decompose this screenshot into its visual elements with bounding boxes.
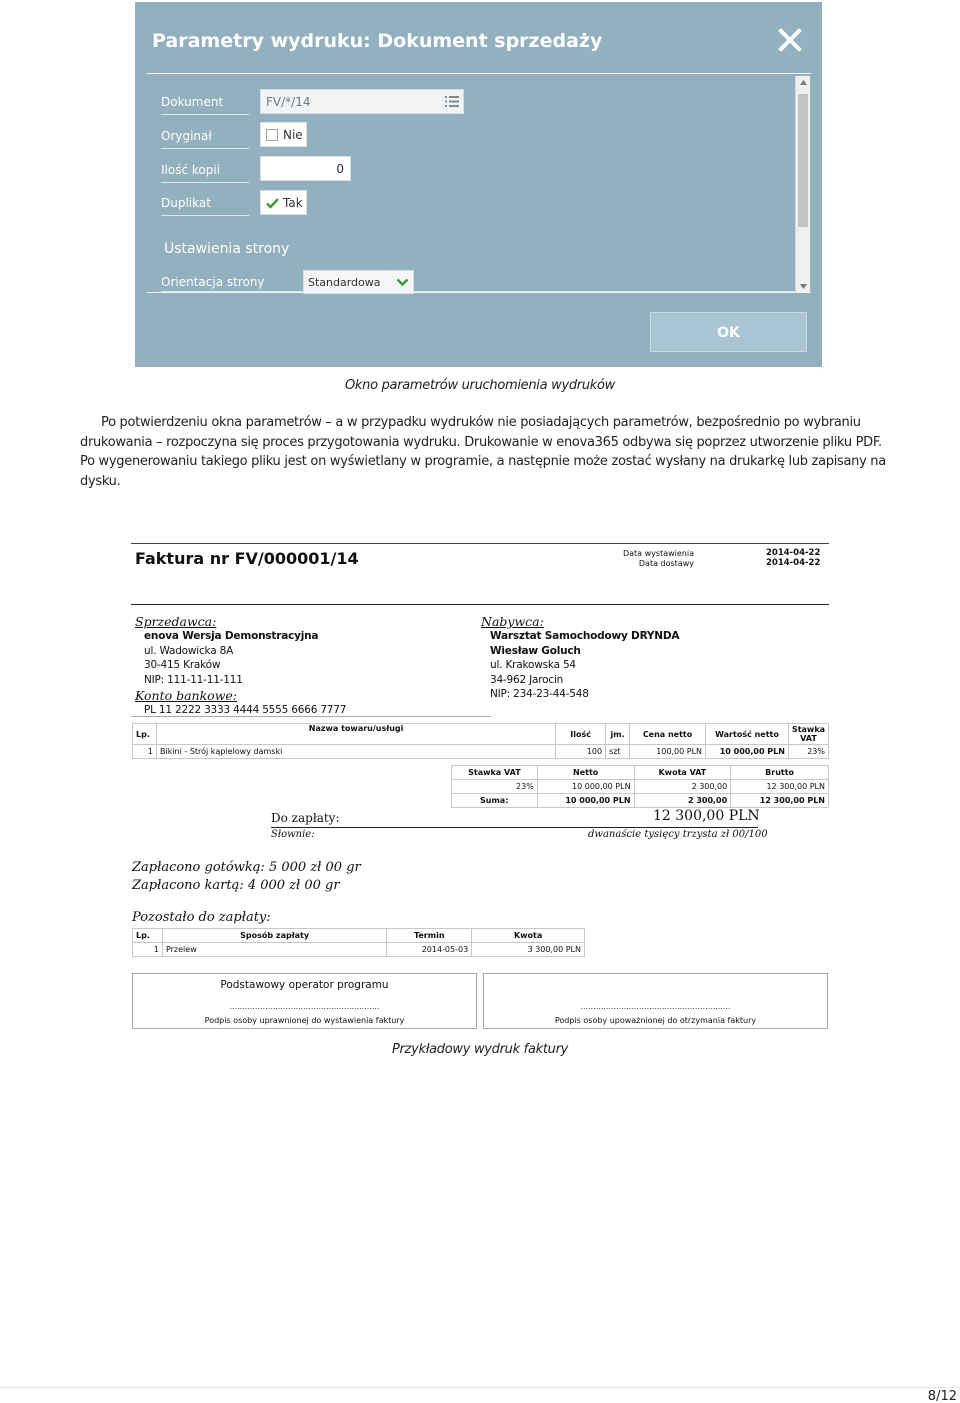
ilosc-kopii-value: 0	[336, 162, 344, 176]
divider	[131, 604, 829, 605]
item-ilosc: 100	[556, 745, 606, 759]
pay-col-lp: Lp.	[133, 929, 163, 943]
item-stawka: 23%	[788, 745, 828, 759]
vat-sum-brutto: 12 300,00 PLN	[731, 794, 829, 808]
item-lp: 1	[133, 745, 157, 759]
pay-col-termin: Termin	[387, 929, 472, 943]
vat-col-brutto: Brutto	[731, 766, 829, 780]
table-row	[452, 780, 829, 794]
bank-account: PL 11 2222 3333 4444 5555 6666 7777	[144, 704, 347, 716]
signature-dots: ...........................................................	[229, 1002, 380, 1011]
seller-nip: NIP: 111-11-11-111	[144, 674, 243, 686]
signature-box-issuer	[132, 973, 477, 1029]
paid-card: Zapłacono kartą: 4 000 zł 00 gr	[132, 878, 340, 893]
signature-box-receiver	[483, 973, 828, 1029]
paid-cash: Zapłacono gotówką: 5 000 zł 00 gr	[132, 860, 361, 875]
buyer-heading: Nabywca:	[481, 614, 544, 629]
print-params-dialog	[135, 2, 822, 367]
to-pay-label: Do zapłaty:	[271, 811, 340, 825]
pay-termin: 2014-05-03	[387, 943, 472, 957]
delivery-date-label: Data dostawy	[638, 559, 694, 568]
col-jm: jm.	[606, 724, 630, 745]
divider	[131, 716, 491, 717]
field-underline	[161, 215, 249, 216]
table-header-row	[133, 929, 585, 943]
dialog-title: Parametry wydruku: Dokument sprzedaży	[152, 30, 603, 52]
dokument-value: FV/*/14	[266, 95, 311, 109]
delivery-date: 2014-04-22	[766, 558, 821, 568]
vat-col-netto: Netto	[537, 766, 634, 780]
signature-caption: Podpis osoby upoważnionej do otrzymania faktury	[554, 1016, 757, 1025]
col-stawka: Stawka VAT	[788, 724, 828, 745]
table-row	[133, 745, 829, 759]
checkbox-unchecked-icon	[266, 129, 278, 141]
col-ilosc: Ilość	[556, 724, 606, 745]
divider	[271, 827, 758, 828]
vat-col-stawka: Stawka VAT	[452, 766, 538, 780]
field-underline	[161, 114, 249, 115]
invoice-printout	[131, 543, 830, 1031]
orientacja-select[interactable]	[303, 270, 414, 294]
oryginal-label: Oryginał	[161, 129, 212, 143]
buyer-city: 34-962 Jarocin	[490, 674, 564, 686]
divider	[131, 543, 829, 544]
vat-col-kwota: Kwota VAT	[634, 766, 731, 780]
title-separator	[147, 73, 811, 74]
vat-sum-label: Suma:	[452, 794, 538, 808]
vat-netto: 10 000,00 PLN	[537, 780, 634, 794]
chevron-down-icon[interactable]	[396, 278, 409, 287]
col-wartosc: Wartość netto	[706, 724, 789, 745]
buyer-nip: NIP: 234-23-44-548	[490, 688, 589, 700]
table-row	[133, 943, 585, 957]
field-underline	[161, 148, 249, 149]
duplikat-checkbox[interactable]	[260, 190, 307, 215]
scrollbar-thumb[interactable]	[798, 94, 808, 227]
vat-brutto: 12 300,00 PLN	[731, 780, 829, 794]
in-words-label: Słownie:	[271, 829, 315, 840]
dokument-field[interactable]	[260, 89, 464, 114]
orientacja-label: Orientacja strony	[161, 275, 265, 289]
oryginal-checkbox[interactable]	[260, 122, 307, 147]
oryginal-value: Nie	[283, 128, 303, 142]
to-pay-amount: 12 300,00 PLN	[653, 808, 760, 824]
duplikat-value: Tak	[283, 196, 303, 210]
ilosc-kopii-input[interactable]	[260, 156, 351, 181]
pay-col-sposob: Sposób zapłaty	[162, 929, 386, 943]
col-lp: Lp.	[133, 724, 157, 745]
ok-button[interactable]: OK	[650, 312, 807, 352]
vat-stawka: 23%	[452, 780, 538, 794]
field-underline	[161, 182, 249, 183]
pay-kwota: 3 300,00 PLN	[472, 943, 585, 957]
vat-sum-netto: 10 000,00 PLN	[537, 794, 634, 808]
seller-name: enova Wersja Demonstracyjna	[144, 630, 319, 642]
buyer-name: Warsztat Samochodowy DRYNDA	[490, 630, 680, 642]
signature-caption: Podpis osoby uprawnionej do wystawienia faktury	[204, 1016, 405, 1025]
items-table	[132, 723, 829, 759]
duplikat-label: Duplikat	[161, 196, 211, 210]
item-wartosc: 10 000,00 PLN	[706, 745, 789, 759]
section-title: Ustawienia strony	[164, 241, 290, 257]
ilosc-kopii-label: Ilość kopii	[161, 163, 221, 177]
in-words-value: dwanaście tysięcy trzysta zł 00/100	[588, 829, 768, 840]
pay-lp: 1	[133, 943, 163, 957]
payment-table	[132, 928, 585, 957]
pay-col-kwota: Kwota	[472, 929, 585, 943]
vat-sum-kwota: 2 300,00	[634, 794, 731, 808]
scroll-up-icon[interactable]	[800, 80, 807, 85]
dialog-caption: Okno parametrów uruchomienia wydruków	[344, 378, 615, 393]
scroll-down-icon[interactable]	[800, 284, 807, 289]
item-jm: szt	[606, 745, 630, 759]
item-nazwa: Bikini - Strój kąpielowy damski	[156, 745, 555, 759]
vat-summary-table	[451, 765, 829, 808]
bank-heading: Konto bankowe:	[135, 688, 238, 703]
seller-heading: Sprzedawca:	[135, 614, 217, 629]
signature-name: Podstawowy operator programu	[220, 979, 389, 991]
pay-sposob: Przelew	[162, 943, 386, 957]
table-sum-row	[452, 794, 829, 808]
col-cena: Cena netto	[630, 724, 706, 745]
dokument-label: Dokument	[161, 95, 224, 109]
invoice-caption: Przykładowy wydruk faktury	[391, 1042, 569, 1057]
table-header-row	[452, 766, 829, 780]
buyer-street: ul. Krakowska 54	[490, 659, 576, 671]
orientacja-value: Standardowa	[308, 276, 381, 289]
seller-city: 30-415 Kraków	[144, 659, 221, 671]
table-header-row	[133, 724, 829, 745]
buyer-person: Wiesław Goluch	[490, 645, 581, 657]
footer-divider	[0, 1387, 960, 1388]
item-cena: 100,00 PLN	[630, 745, 706, 759]
invoice-title: Faktura nr FV/000001/14	[135, 549, 359, 568]
issue-date-label: Data wystawienia	[622, 549, 694, 558]
col-nazwa: Nazwa towaru/usługi	[156, 724, 555, 745]
body-paragraph: Po potwierdzeniu okna parametrów – a w przypadku wydruków nie posiadających parametrów, bezpośrednio po wybraniu drukowania – rozpoczyna się proces przygotowania wydruku. Drukowanie w enova365 odbywa się poprzez utworzenie pliku PDF. Po wygenerowaniu takiego pliku jest on wyświetlany w programie, a następnie może zostać wysłany na drukarkę lub zapisany na dysku.	[80, 415, 886, 489]
close-icon[interactable]	[778, 28, 802, 52]
signature-dots: ...........................................................	[580, 1002, 731, 1011]
params-panel	[147, 75, 811, 293]
vat-kwota: 2 300,00	[634, 780, 731, 794]
vertical-scrollbar[interactable]	[795, 76, 810, 293]
list-icon[interactable]	[445, 96, 459, 107]
page-number: 8/12	[927, 1389, 957, 1403]
issue-date: 2014-04-22	[766, 548, 821, 558]
check-icon	[266, 197, 279, 209]
seller-street: ul. Wadowicka 8A	[144, 645, 234, 657]
remaining-heading: Pozostało do zapłaty:	[132, 910, 271, 925]
field-underline	[161, 291, 801, 292]
